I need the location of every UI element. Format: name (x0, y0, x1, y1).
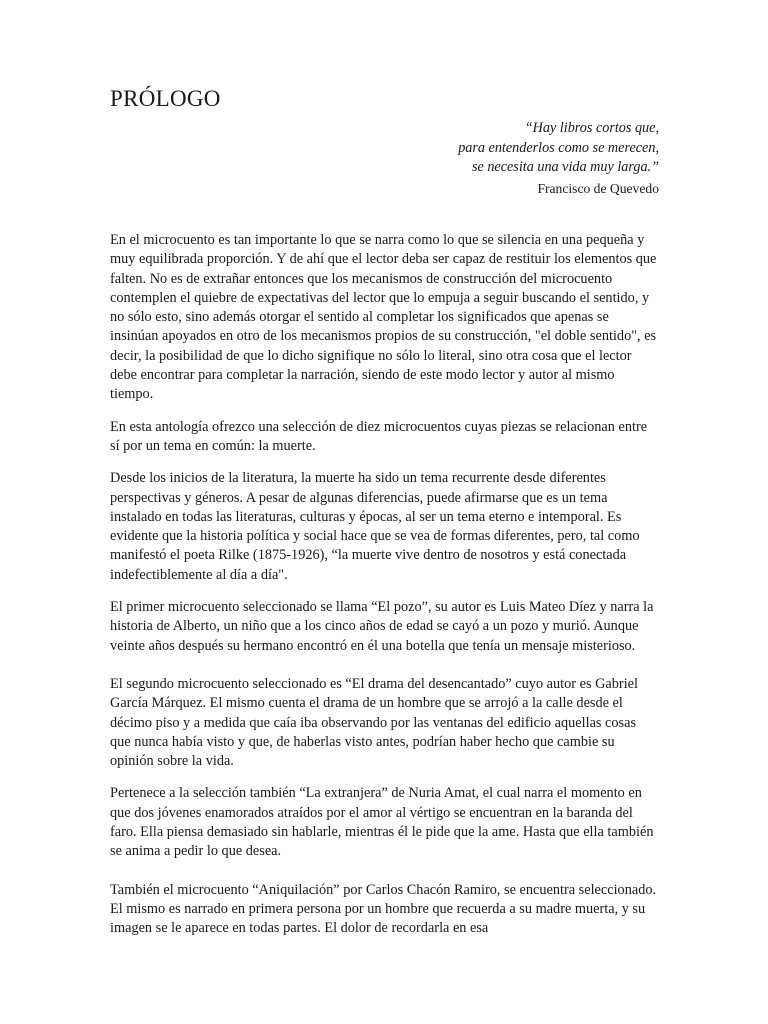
epigraph-line: “Hay libros cortos que, (524, 120, 659, 136)
epigraph-line: se necesita una vida muy larga.” (471, 159, 659, 175)
paragraph: Pertenece a la selección también “La extranjera” de Nuria Amat, el cual narra el momento en que dos jóvenes enamorados atraídos por el amor al vértigo se encuentran en la baranda del faro. Ella piensa demasiado sin hablarle, mientras él le pide que la ame. Hasta que ella también se anima a pedir lo que desea. (110, 785, 654, 860)
paragraph: En esta antología ofrezco una selección de diez microcuentos cuyas piezas se relacionan entre sí por un tema en común: la muerte. (110, 418, 648, 454)
paragraph: El segundo microcuento seleccionado es “El drama del desencantado” cuyo autor es Gabriel García Márquez. El mismo cuenta el drama de un hombre que se arrojó a la calle desde el décimo piso y a medida que caía iba observando por las ventanas del edificio aquellas cosas que nunca había visto y que, de haberlas visto antes, podrían haber hecho que cambie su opinión sobre la vida. (110, 675, 638, 770)
paragraph: También el microcuento “Aniquilación” por Carlos Chacón Ramiro, se encuentra seleccionado. El mismo es narrado en primera persona por un hombre que recuerda a su madre muerta, y su imagen se le aparece en todas partes. El dolor de recordarla en esa (110, 881, 657, 937)
paragraph: El primer microcuento seleccionado se llama “El pozo”, su autor es Luis Mateo Díez y narra la historia de Alberto, un niño que a los cinco años de edad se cayó a un pozo y murió. Aunque veinte años después su hermano encontró en él una botella que tenía un mensaje misterioso. (110, 599, 654, 654)
body-text (110, 231, 660, 952)
epigraph-line: para entenderlos como se merecen, (458, 139, 659, 156)
epigraph (458, 119, 659, 198)
paragraph: Desde los inicios de la literatura, la muerte ha sido un tema recurrente desde diferentes perspectivas y géneros. A pesar de algunas diferencias, puede afirmarse que es un tema instalado en todas las literaturas, culturas y épocas, al ser un tema eterno e intemporal. Es evidente que la historia política y social hace que se vea de formas diferentes, pero, tal como manifestó el poeta Rilke (1875-1926), “la muerte vive dentro de nosotros y está conectada indefectiblemente al día a día". (110, 470, 640, 583)
epigraph-author: Francisco de Quevedo (537, 180, 659, 196)
page-title: PRÓLOGO (110, 86, 221, 111)
paragraph: En el microcuento es tan importante lo que se narra como lo que se silencia en una pequeña y muy equilibrada proporción. Y de ahí que el lector deba ser capaz de restituir los elementos que falten. No es de extrañar entonces que los mecanismos de construcción del microcuento contemplen el quiebre de expectativas del lector que lo empuja a seguir buscando el sentido, y no sólo esto, sino además otorgar el sentido al completar los significados que apenas se insinúan apoyados en otro de los mecanismos propios de su construcción, "el doble sentido", es decir, la posibilidad de que lo dicho signifique no sólo lo literal, sino otra cosa que el lector debe encontrar para completar la narración, siendo de este modo lector y autor al mismo tiempo. (110, 232, 657, 403)
